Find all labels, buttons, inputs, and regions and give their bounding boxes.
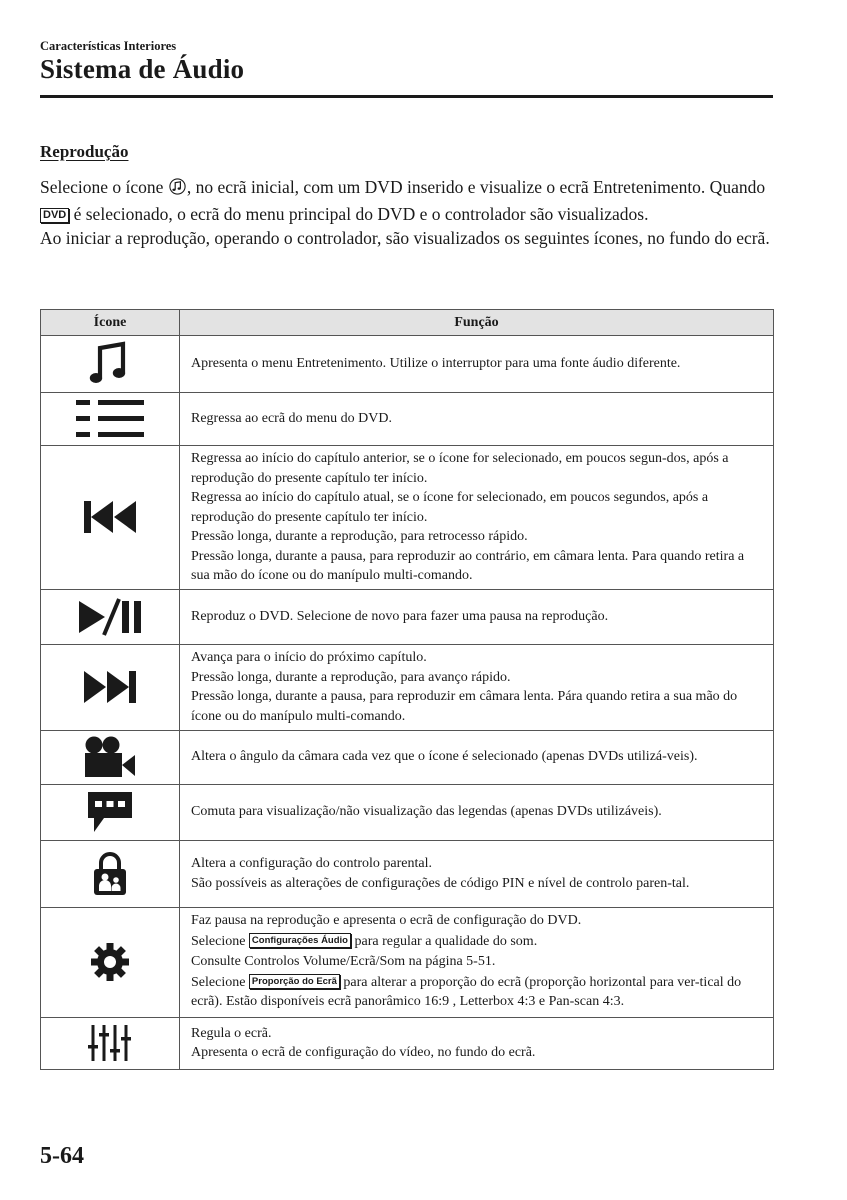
header-function: Função	[180, 310, 774, 336]
intro-text	[40, 175, 775, 251]
gear-icon[interactable]	[89, 941, 131, 983]
function-cell	[180, 589, 774, 644]
function-text-part: para alterar a proporção do ecrã (proporção horizontal para ver-tical do ecrã). Estão disponíveis ecrã panorâmico 16:9 , Letterbox 4:3 e Pan-scan 4:3.	[191, 974, 742, 1010]
icon-cell	[41, 589, 180, 644]
function-cell	[180, 446, 774, 590]
table-row	[41, 446, 774, 590]
page-number: 5-64	[40, 1143, 84, 1169]
icon-cell	[41, 840, 180, 907]
icon-cell	[41, 907, 180, 1017]
icon-cell	[41, 446, 180, 590]
intro-text-part: Selecione o ícone	[40, 177, 168, 197]
function-cell	[180, 840, 774, 907]
subtitles-icon[interactable]	[86, 790, 134, 834]
table-row	[41, 840, 774, 907]
function-text	[191, 973, 761, 1012]
function-text: Altera a configuração do controlo parental.	[191, 856, 433, 871]
skip-previous-icon[interactable]	[82, 499, 138, 535]
menu-list-icon[interactable]	[74, 397, 146, 441]
function-text: Consulte Controlos Volume/Ecrã/Som na página 5-51.	[191, 954, 496, 970]
function-text: Pressão longa, durante a pausa, para reproduzir em câmara lenta. Pára quando retira a sua mão do ícone ou do manípulo multi-comando.	[191, 689, 738, 724]
play-pause-icon[interactable]	[77, 597, 143, 637]
function-cell	[180, 336, 774, 393]
function-text: Regressa ao ecrã do menu do DVD.	[191, 411, 392, 427]
function-text: Comuta para visualização/não visualização das legendas (apenas DVDs utilizáveis).	[191, 804, 662, 820]
table-row	[41, 784, 774, 840]
function-text-part: Selecione	[191, 933, 249, 949]
icon-cell	[41, 393, 180, 446]
function-text: Altera o ângulo da câmara cada vez que o ícone é selecionado (apenas DVDs utilizá-veis).	[191, 749, 698, 765]
audio-settings-button[interactable]: Configurações Áudio	[249, 933, 351, 948]
function-text: Pressão longa, durante a pausa, para reproduzir ao contrário, em câmara lenta. Para quando retira a sua mão do ícone ou do manípulo multi-comando.	[191, 548, 745, 583]
function-text: Pressão longa, durante a reprodução, para avanço rápido.	[191, 669, 511, 685]
function-text: São possíveis as alterações de configurações de código PIN e nível de controlo paren-tal.	[191, 875, 690, 891]
icon-cell	[41, 784, 180, 840]
function-text: Reproduz o DVD. Selecione de novo para fazer uma pausa na reprodução.	[191, 608, 609, 624]
function-text: Regula o ecrã.	[191, 1025, 272, 1041]
dvd-button[interactable]: DVD	[40, 208, 69, 223]
function-text: Regressa ao início do capítulo atual, se o ícone for selecionado, em poucos segundos, após a reprodução do presente capítulo ter início.	[191, 490, 709, 525]
table-row	[41, 336, 774, 393]
function-text	[191, 932, 761, 952]
table-row	[41, 730, 774, 784]
subheading-reproducao: Reprodução	[40, 142, 129, 161]
function-text: Regressa ao início do capítulo anterior, se o ícone for selecionado, em poucos segun-dos, após a reprodução do presente capítulo ter início.	[191, 451, 729, 486]
equalizer-sliders-icon[interactable]	[87, 1023, 133, 1063]
function-cell	[180, 1017, 774, 1069]
function-text: Avança para o início do próximo capítulo.	[191, 650, 427, 665]
function-cell	[180, 730, 774, 784]
table-row	[41, 644, 774, 730]
icon-cell	[41, 1017, 180, 1069]
title-rule	[40, 95, 773, 98]
header-icon: Ícone	[41, 310, 180, 336]
parental-lock-icon[interactable]	[90, 851, 130, 897]
function-cell	[180, 784, 774, 840]
icon-function-table	[40, 309, 774, 1070]
aspect-ratio-button[interactable]: Proporção do Ecrã	[249, 974, 340, 989]
function-text-part: Selecione	[191, 974, 249, 990]
section-label: Características Interiores	[40, 39, 177, 53]
icon-cell	[41, 336, 180, 393]
function-text: Apresenta o menu Entretenimento. Utilize o interruptor para uma fonte áudio diferente.	[191, 356, 681, 372]
table-row	[41, 1017, 774, 1069]
table-row	[41, 907, 774, 1017]
function-text: Pressão longa, durante a reprodução, para retrocesso rápido.	[191, 529, 528, 544]
music-note-icon[interactable]	[88, 341, 132, 387]
function-text-part: para regular a qualidade do som.	[350, 933, 538, 949]
function-cell	[180, 393, 774, 446]
skip-next-icon[interactable]	[82, 669, 138, 705]
function-text: Apresenta o ecrã de configuração do vídeo, no fundo do ecrã.	[191, 1045, 536, 1060]
function-cell	[180, 907, 774, 1017]
icon-cell	[41, 730, 180, 784]
icon-cell	[41, 644, 180, 730]
music-note-icon	[169, 177, 186, 202]
intro-paragraph-2: Ao iniciar a reprodução, operando o controlador, são visualizados os seguintes ícones, no fundo do ecrã.	[40, 228, 770, 248]
function-text: Faz pausa na reprodução e apresenta o ecrã de configuração do DVD.	[191, 913, 582, 929]
table-row	[41, 589, 774, 644]
intro-text-part: , no ecrã inicial, com um DVD inserido e visualize o ecrã Entretenimento. Quando	[186, 177, 766, 197]
table-row	[41, 393, 774, 446]
table-header-row	[41, 310, 774, 336]
intro-paragraph-1	[40, 175, 775, 226]
function-cell	[180, 644, 774, 730]
camera-angle-icon[interactable]	[83, 735, 137, 779]
intro-text-part: é selecionado, o ecrã do menu principal do DVD e o controlador são visualizados.	[69, 203, 649, 224]
page-title: Sistema de Áudio	[40, 54, 245, 84]
